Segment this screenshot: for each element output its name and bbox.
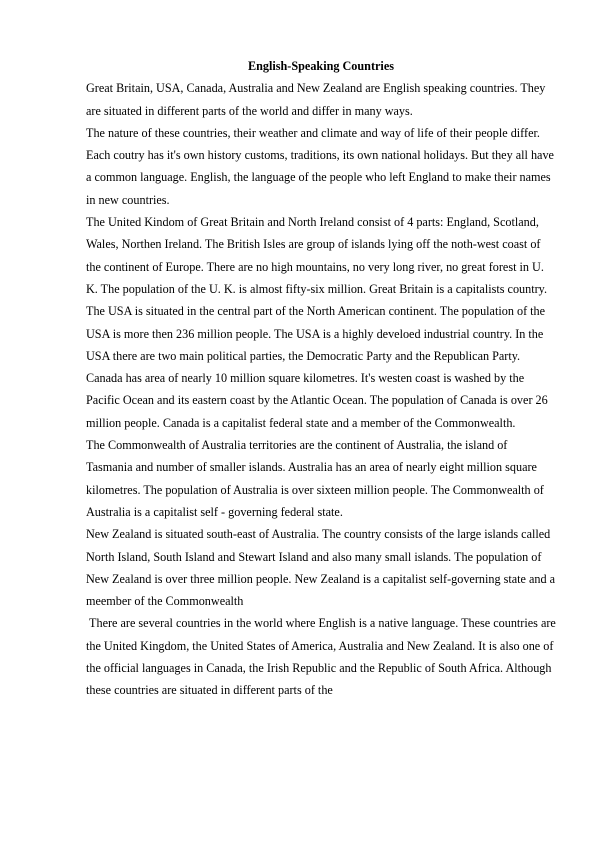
paragraph-native-language: There are several countries in the world where English is a native language. These countries are the United Kingdom, the United States of America, Australia and New Zealand. It is also one of the official languages in Canada, the Irish Republic and the Republic of South Africa. Although these countries are situated in different parts of the [86, 616, 559, 698]
paragraph-new-zealand: New Zealand is situated south-east of Australia. The country consists of the large islands called North Island, South Island and Stewart Island and also many small islands. The population of New Zealand is over three million people. New Zealand is a capitalist self-governing state and a meember of the Commonwealth [86, 527, 559, 609]
document-title: English-Speaking Countries [248, 59, 394, 73]
paragraph-usa: The USA is situated in the central part of the North American continent. The population of the USA is more then 236 million people. The USA is a highly develoed industrial country. In the USA there are two main political parties, the Democratic Party and the Republican Party. [86, 304, 549, 363]
document-body [86, 55, 559, 702]
paragraph-australia: The Commonwealth of Australia territories are the continent of Australia, the island of Tasmania and number of smaller islands. Australia has an area of nearly eight million square kilometres. The population of Australia is over sixteen million people. The Commonwealth of Australia is a capitalist self - governing federal state. [86, 438, 547, 519]
paragraph-intro: Great Britain, USA, Canada, Australia and New Zealand are English speaking countries. They are situated in different parts of the world and differ in many ways. [86, 81, 549, 118]
paragraph-nature: The nature of these countries, their weather and climate and way of life of their people differ. Each coutry has it's own history customs, traditions, its own national holidays. But they all have a common language. English, the language of the people who left England to make their names in new countries. [86, 125, 558, 207]
paragraph-canada: Canada has area of nearly 10 million square kilometres. It's westen coast is washed by the Pacific Ocean and its eastern coast by the Atlantic Ocean. The population of Canada is over 26 million people. Canada is a capitalist federal state and a member of the Commonwealth. [86, 371, 551, 430]
paragraph-united-kingdom: The United Kindom of Great Britain and North Ireland consist of 4 parts: England, Scotland, Wales, Northen Ireland. The British Isles are group of islands lying off the noth-west coast of the continent of Europe. There are no high mountains, no very long river, no great forest in U. K. The population of the U. K. is almost fifty-six million. Great Britain is a capitalists country. [86, 215, 548, 296]
